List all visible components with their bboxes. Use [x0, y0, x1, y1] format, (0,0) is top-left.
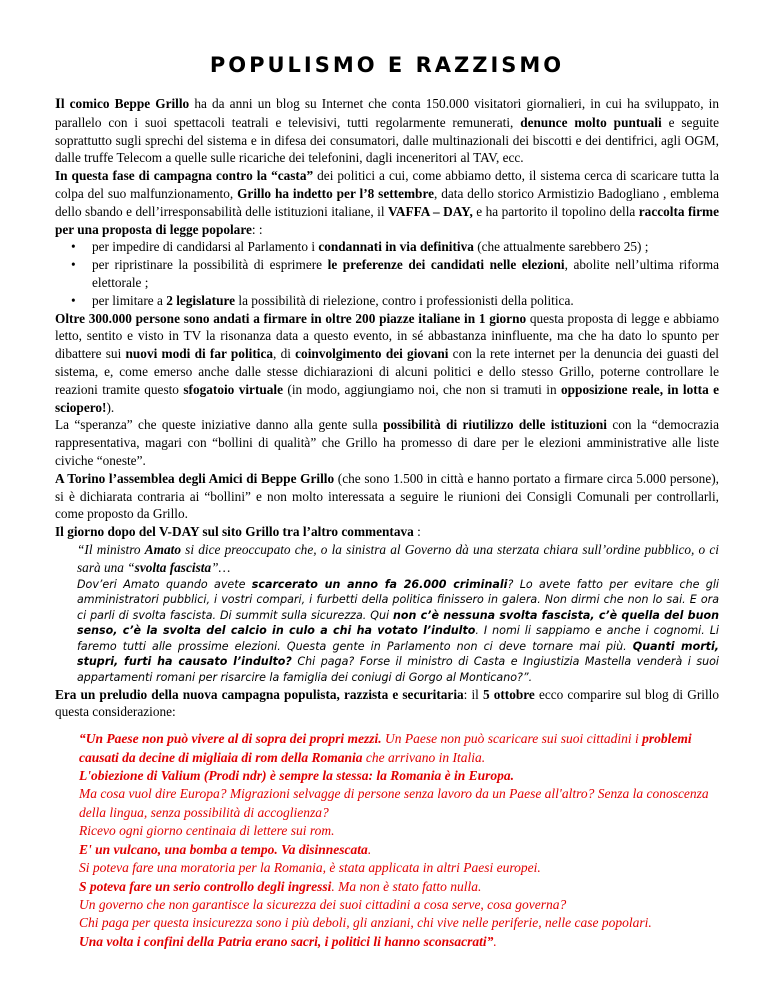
red-line — [79, 914, 719, 932]
list-item — [55, 256, 719, 292]
text: (che sono 1.500 in città e hanno portato a firmare circa 5.000 persone), si è dichiarata contraria ai “bollini” e non molto interessata a seguire le riunioni dei Consigli Comunali per controllarli, come proposto da Grillo. — [55, 470, 719, 522]
paragraph-casta — [55, 167, 719, 238]
bold-text: denunce molto puntuali — [520, 114, 662, 130]
bold-text: condannati in via definitiva — [318, 239, 474, 255]
bold-text: 2 legislature — [166, 292, 236, 308]
quote-amato — [55, 541, 719, 577]
text: (che attualmente sarebbero 25) ; — [473, 239, 649, 255]
bold-text: Era un preludio della nuova campagna populista, razzista e securitaria — [55, 686, 464, 702]
text: , data dello storico Armistizio Badogliano , emblema dello sbando e dell’irresponsabilità delle istituzioni italiane, il — [55, 185, 719, 219]
bold-text: A Torino l’assemblea degli Amici di Beppe Grillo — [55, 470, 335, 486]
text: ”… — [211, 559, 231, 575]
text: La “speranza” che queste iniziative danno alla gente sulla — [55, 417, 384, 433]
bold-text: possibilità di riutilizzo delle istituzioni — [383, 417, 607, 433]
text: Chi paga per questa insicurezza sono i più deboli, gli anziani, chi vive nelle periferie, nelle case popolari. — [79, 915, 652, 931]
text: : — [413, 524, 421, 540]
bold-text: Amato — [144, 541, 181, 557]
text: Ma cosa vuol dire Europa? Migrazioni selvagge di persone senza lavoro da un Paese all'altro? Senza la conoscenza della lingua, senza possibilità di accoglienza? — [79, 786, 709, 820]
bold-text: non c’è nessuna svolta fascista, c’è quella del buon senso, c’è la svolta del calcio in culo a chi ha votato l’indulto — [77, 608, 719, 638]
text: Un Paese non può scaricare sui suoi cittadini i — [381, 731, 643, 747]
red-line — [79, 933, 719, 951]
list-item — [55, 238, 719, 256]
text: ha da anni un blog su Internet che conta 150.000 visitatori giornalieri, in cui ha sviluppato, in parallelo con i suoi spettacoli teatrali e televisivi, tutti regolarmente remunerati, — [55, 96, 719, 130]
bold-text: In questa fase di campagna contro la “casta” — [55, 168, 314, 184]
red-line — [79, 785, 719, 822]
bold-text: L'obiezione di Valium (Prodi ndr) è sempre la stessa: la Romania è in Europa. — [79, 768, 515, 784]
text: si dice preoccupato che, o la sinistra al Governo dà una sterzata chiara sull’ordine pubblico, o ci sarà una “ — [77, 541, 719, 575]
bold-text: “Un Paese non può vivere al di sopra dei propri mezzi. — [79, 731, 382, 747]
bold-text: Oltre 300.000 persone sono andati a firmare in oltre 200 piazze italiane in 1 giorno — [55, 310, 527, 326]
bold-text: opposizione reale, in lotta e sciopero! — [55, 381, 720, 415]
bold-text: Il giorno dopo del V-DAY sul sito Grillo tra l’altro commentava — [55, 524, 414, 540]
red-line — [79, 822, 719, 840]
text: ). — [106, 399, 115, 415]
paragraph-vday — [55, 523, 719, 541]
text: , abolite nell’ultima riforma elettorale ; — [92, 257, 719, 290]
bold-text: le preferenze dei candidati nelle elezioni — [327, 257, 565, 273]
text: per impedire di candidarsi al Parlamento i — [92, 239, 319, 255]
red-line — [79, 859, 719, 877]
red-line — [79, 841, 719, 859]
text: questa proposta di legge e abbiamo letto, sentito e visto in TV la risonanza data a questo evento, in sé abbastanza ininfluente, ma che ha dato lo spunto per dibattere sui — [55, 310, 719, 362]
text: Chi paga? Forse il ministro di Casta e Ingiustizia Mastella venderà i suoi appartamenti romani per risarcire la famiglia dei coniugi di Gorgo al Monticano?”. — [77, 655, 719, 685]
paragraph-preludio — [55, 686, 719, 722]
text: per limitare a — [92, 292, 167, 308]
text: . Ma non è stato fatto nulla. — [331, 878, 482, 894]
bold-text: Quanti morti, stupri, furti ha causato l’indulto? — [77, 639, 720, 669]
text: e ha partorito il topolino della — [472, 203, 639, 219]
bold-text: Una volta i confini della Patria erano sacri, i politici li hanno sconsacrati” — [79, 933, 494, 949]
text: Ricevo ogni giorno centinaia di lettere sui rom. — [79, 823, 335, 839]
text: : il — [463, 686, 483, 702]
bold-text: raccolta firme per una proposta di legge popolare — [55, 203, 719, 237]
text: che arrivano in Italia. — [362, 749, 486, 765]
bold-text: problemi causati da decine di migliaia di rom della Romania — [79, 731, 692, 765]
text: la possibilità di rielezione, contro i professionisti della politica. — [235, 292, 574, 308]
red-line — [79, 896, 719, 914]
bold-text: nuovi modi di far politica — [125, 346, 273, 362]
bold-text: E' un vulcano, una bomba a tempo. Va disinnescata — [79, 841, 368, 857]
drop-letter: I — [55, 96, 61, 112]
paragraph-speranza — [55, 416, 719, 469]
bold-text: l comico Beppe Grillo — [60, 96, 190, 111]
text: Si poteva fare una moratoria per la Romania, è stata applicata in altri Paesi europei. — [79, 860, 541, 876]
bold-text: Grillo ha indetto per l’8 settembre — [237, 185, 435, 201]
bold-text: svolta fascista — [134, 559, 212, 575]
quote-grillo-blog — [55, 577, 719, 686]
text: con la rete internet per la denuncia dei guasti del sistema, e, come emerso anche dalle stesse dichiarazioni di alcuni politici e dello stesso Grillo, poterne controllare le reazioni tramite questo — [55, 346, 719, 397]
red-quote-block — [55, 730, 719, 951]
text: Un governo che non garantisce la sicurezza dei suoi cittadini a cosa serve, cosa governa? — [79, 896, 567, 912]
text: con la “democrazia rappresentativa, magari con “bollini di qualità” che Grillo ha promesso di dare per le elezioni amministrative alle liste civiche “oneste”. — [55, 417, 720, 468]
proposal-list — [55, 238, 719, 309]
text: . — [367, 841, 372, 857]
text: . I nomi li sappiamo e anche i cognomi. Li faremo tutti alle prossime elezioni. Questa gente in Parlamento non ci deve tornare mai più. — [77, 624, 719, 653]
red-line — [79, 767, 719, 785]
paragraph-torino — [55, 470, 719, 523]
paragraph-intro — [55, 95, 719, 167]
text: per ripristinare la possibilità di esprimere — [92, 257, 328, 273]
document-page — [55, 52, 719, 951]
text: “Il ministro — [77, 541, 145, 557]
bold-text: VAFFA – DAY, — [387, 203, 473, 219]
text: ecco comparire sul blog di Grillo questa considerazione: — [55, 686, 719, 720]
bold-text: scarcerato un anno fa 26.000 criminali — [251, 577, 508, 591]
bold-text: sfogatoio virtuale — [183, 381, 284, 397]
paragraph-firme — [55, 310, 719, 417]
text: ? Lo avete fatto per evitare che gli amministratori pubblici, i vostri compari, i furbetti della politica finissero in galera. Non dirmi che non lo sai. E ora ci parli di svolta fascista. Di summit sulla sicurezza. Qui — [77, 577, 720, 622]
bold-text: S poteva fare un serio controllo degli ingressi — [79, 878, 332, 894]
list-item — [55, 292, 719, 310]
text: , di — [273, 346, 296, 362]
text: Dov’eri Amato quando avete — [77, 577, 252, 591]
bold-text: 5 ottobre — [482, 686, 535, 702]
text: : : — [251, 221, 263, 237]
text: (in modo, aggiungiamo noi, che non si tramuti in — [283, 381, 561, 397]
text: dei politici a cui, come abbiamo detto, il sistema cerca di scaricare tutta la colpa del suo malfunzionamento, — [55, 168, 720, 201]
red-line — [79, 730, 719, 767]
bold-text: coinvolgimento dei giovani — [295, 346, 449, 362]
text: e seguite soprattutto sugli sprechi del sistema e in difesa dei consumatori, dalle multinazionali dei biscotti e dei dentifrici, agli OGM, dalle truffe Telecom a quelle sulle ricariche dei telefonini, dagli inceneritori al TAV, ecc. — [55, 114, 719, 166]
red-line — [79, 878, 719, 896]
text: . — [493, 933, 497, 949]
page-title: POPULISMO E RAZZISMO — [209, 53, 565, 77]
